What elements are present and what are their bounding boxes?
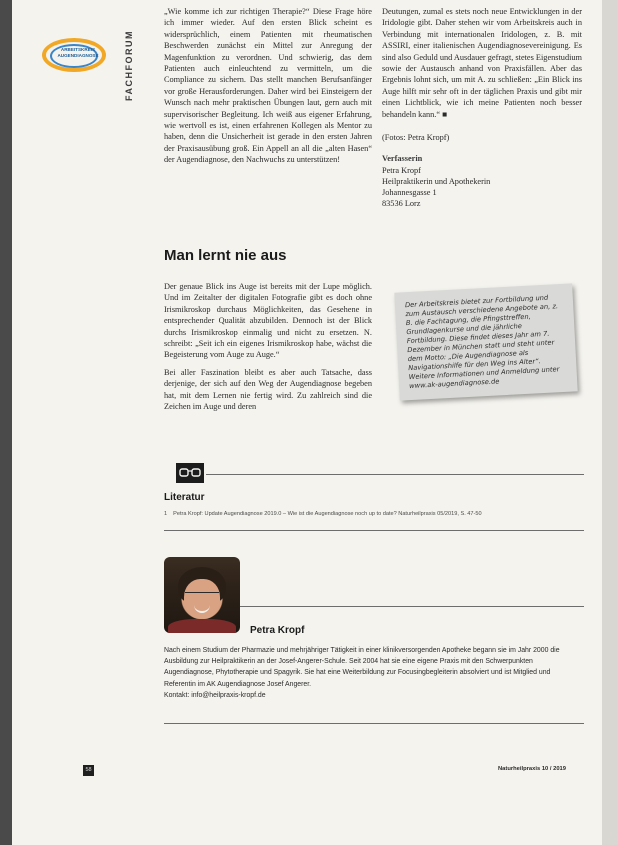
paragraph: Der genaue Blick ins Auge ist bereits mit der Lupe möglich. Und im Zeitalter der digitalen Fotografie gibt es doch ohne Irismikroskop durchaus Möglichkeiten, das Gesehene in entsprechender Qualität abzubilden. Dennoch ist der Blick durchs Irismikroskop einmalig und nicht zu ersetzen. N. schreibt: „Seit ich ein eigenes Irismikroskop habe, wächst die Begeisterung vom Auge zu Auge.“ [164,282,372,360]
author-rule [240,606,584,607]
logo-text-line: AUGENDIAGNOSE [57,52,99,58]
photo-credit: (Fotos: Petra Kropf) [382,133,450,143]
column-right [382,6,582,209]
bio-paragraph: Nach einem Studium der Pharmazie und mehrjähriger Tätigkeit in einer klinikversorgenden Apotheke begann sie im Jahr 2000 die Ausbildung zur Heilpraktikerin an der Josef-Angerer-Schule. Seit 2004 hat sie eine eigene Praxis mit den Schwerpunkten Augendiagnose, Phytotherapie und Spagyrik. Sie hat eine Weiterbildung zur Focusingbegleiterin absolviert und ist Mitglied und Referentin im AK Augendiagnose Josef Angerer. [164,647,560,688]
logo-text [38,47,118,58]
section-label: FACHFORUM [124,30,134,102]
literature-top-rule [206,474,584,475]
column-top-left [164,6,372,172]
literature-text: Petra Kropf: Update Augendiagnose 2019.0 – Wie ist die Augendiagnose noch up to date? Naturheilpraxis 05/2019, S. 47-50 [173,511,482,517]
footer-issue: Naturheilpraxis 10 / 2019 [498,766,566,772]
author-block [382,153,582,209]
author-line: Johannesgasse 1 [382,188,437,198]
note-text: Der Arbeitskreis bietet zur Fortbildung und zum Austausch verschiedene Angebote an, z. B. die Fachtagung, die Pfingsttreffen, Grundlagenkurse und die jährliche Fortbildung. Diese findet dieses Jahr am 7. Dezember in München statt und steht unter dem Motto: „Die Augendiagnose als Navigationshilfe für den Weg ins Alter“. Weitere Informationen und Anmeldung unter www.ak-augendiagnose.de [404,293,560,391]
literature-entry [164,511,584,517]
literature-title: Literatur [164,492,205,503]
author-name: Petra Kropf [250,625,305,636]
arbeitskreis-logo [30,38,122,80]
page-edge [602,0,618,845]
paragraph: Deutungen, zumal es stets noch neue Entwicklungen in der Iridologie gibt. Daher stehen wir vom Arbeitskreis auch in Verbindung mit internationalen Iridologen, z. B. mit ASSIRI, einer italienischen Augendiagnosevereinigung. Es sind also Geduld und Ausdauer gefragt, stetes Eigenstudium sowie der Austausch anhand von Praxisfällen. Aber das Ergebnis lohnt sich, um mit A. zu schließen: „Ein Blick ins Auge hilft mir sehr oft in der täglichen Praxis und gibt mir einen Lichtblick, wie ich meine Patienten noch besser behandeln kann.“ ■ [382,7,583,119]
author-line: Heilpraktikerin und Apothekerin [382,176,491,186]
literature-bottom-rule [164,530,584,531]
paragraph: „Wie komme ich zur richtigen Therapie?“ Diese Frage höre ich immer wieder. Auf den ersten Blick scheint es widersprüchlich, einem Patienten mit rheumatischen Beschwerden zunächst ein Mittel zur Anregung der Magenfunktion zu verordnen. Und schwierig, das dem Patienten auch einleuchtend zu vermitteln, um die Compliance zu sichern. Das stellt manchen Berufsanfänger vor große Herausforderungen. Daher wird bei Einsteigern der Wunsch nach mehr praktischen Übungen laut, gern auch mit supervisorischer Begleitung. Ich weiß aus eigener Erfahrung, wie wertvoll es ist, einen erfahrenen Kollegen als Mentor zu haben, denn die Unsicherheit ist gerade in den ersten Jahren der Praxisausübung groß. Ein Appell an all die „alten Hasen“ der Augendiagnose, den Nachwuchs zu unterstützen! [164,7,372,165]
column-bottom-left [164,281,372,418]
author-line: 83536 Lorz [382,199,421,209]
section-heading: Man lernt nie aus [164,247,287,264]
bio-bottom-rule [164,723,584,724]
literature-number: 1 [164,511,168,517]
author-photo [164,557,240,633]
photo-shirt [168,619,236,633]
sticky-note [394,283,577,400]
paragraph: Bei aller Faszination bleibt es aber auch Tatsache, dass derjenige, der sich auf den Weg der Augendiagnose begeben hat, mit dem Lernen nie fertig wird. Zu zahlreich sind die Zeichen im Auge und deren [164,367,372,412]
author-line: Petra Kropf [382,165,421,175]
bio-contact: Kontakt: info@heilpraxis-kropf.de [164,691,266,699]
author-bio [164,645,584,701]
glasses-icon [176,463,204,483]
logo-text-line: ARBEITSKREIS [60,47,96,52]
photo-glasses [185,592,219,601]
author-title: Verfasserin [382,154,423,164]
page-number: 58 [83,765,94,776]
